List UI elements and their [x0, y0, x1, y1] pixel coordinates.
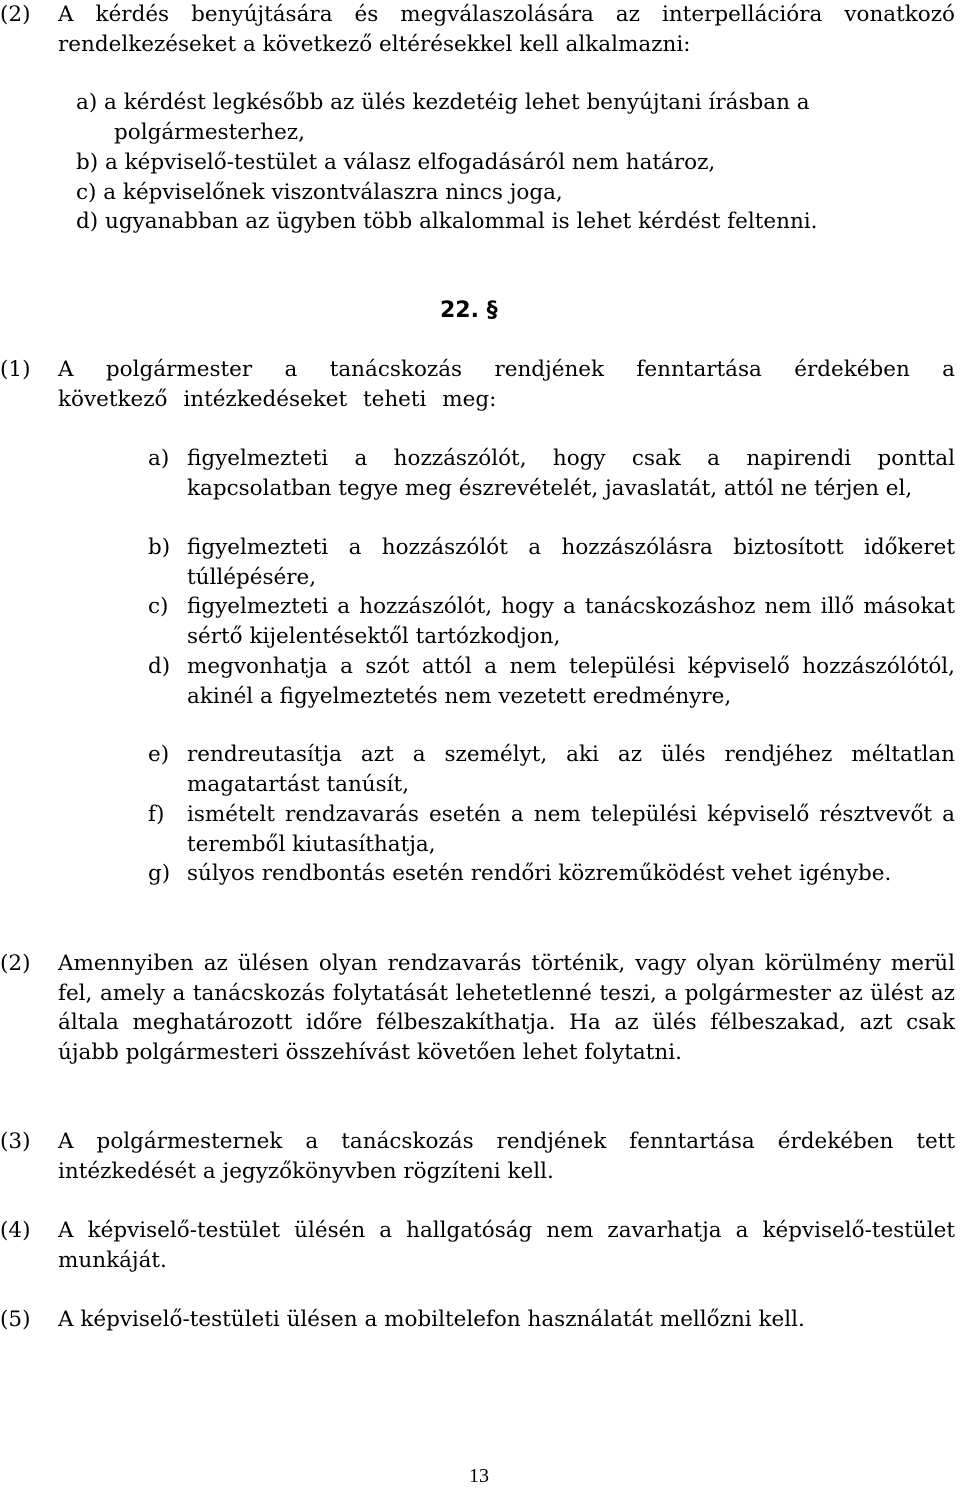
measure-item-d	[148, 652, 955, 711]
item-label: d)	[148, 654, 171, 679]
item-label: a)	[148, 446, 170, 471]
item-text: megvonhatja a szót attól a nem települési képviselő hozzászólótól, akinél a figyelmeztetés nem vezetett eredményre,	[187, 654, 955, 709]
paragraph-text: Amennyiben az ülésen olyan rendzavarás történik, vagy olyan körülmény merül fel, amely a tanácskozás folytatását lehetetlenné teszi, a polgármester az ülést az általa meghatározott időre félbeszakíthatja. Ha az ülés félbeszakad, azt csak újabb polgármesteri összehívást követően lehet folytatni.	[58, 951, 955, 1065]
paragraph-2-top	[0, 0, 955, 59]
paragraph-2	[0, 949, 955, 1067]
paragraph-text: A polgármesternek a tanácskozás rendjének fenntartása érdekében tett intézkedését a jegyzőkönyvben rögzíteni kell.	[58, 1129, 955, 1184]
measure-item-e	[148, 740, 955, 799]
item-text: ismételt rendzavarás esetén a nem települési képviselő résztvevőt a teremből kiutasíthatja,	[187, 802, 955, 857]
paragraph-text: A képviselő-testületi ülésen a mobiltelefon használatát mellőzni kell.	[58, 1307, 805, 1332]
paragraph-number: (3)	[0, 1129, 31, 1154]
measure-item-f	[148, 800, 955, 859]
paragraph-number: (2)	[0, 2, 31, 27]
item-label: c)	[148, 594, 169, 619]
paragraph-1	[0, 355, 955, 414]
page-number: 13	[469, 1465, 489, 1487]
measure-item-b	[148, 533, 955, 592]
item-label: e)	[148, 742, 170, 767]
measure-item-c	[148, 592, 955, 651]
item-label: b)	[148, 535, 171, 560]
list-item-c: c) a képviselőnek viszontválaszra nincs joga,	[76, 180, 563, 205]
paragraph-3	[0, 1127, 955, 1186]
item-text: figyelmezteti a hozzászólót, hogy a tanácskozáshoz nem illő másokat sértő kijelentésektől tartózkodjon,	[187, 594, 955, 649]
item-label: g)	[148, 861, 171, 886]
measure-item-g	[148, 859, 955, 889]
item-text: figyelmezteti a hozzászólót a hozzászólásra biztosított időkeret túllépésére,	[187, 535, 955, 590]
section-title: 22. §	[440, 298, 498, 323]
paragraph-number: (4)	[0, 1218, 31, 1243]
paragraph-text: A képviselő-testület ülésén a hallgatóság nem zavarhatja a képviselő-testület munkáját.	[58, 1218, 955, 1273]
item-text: figyelmezteti a hozzászólót, hogy csak a napirendi ponttal kapcsolatban tegye meg észrevételét, javaslatát, attól ne térjen el,	[187, 446, 955, 501]
paragraph-number: (1)	[0, 357, 31, 382]
item-text: súlyos rendbontás esetén rendőri közreműködést vehet igénybe.	[187, 861, 892, 886]
measure-item-a	[148, 444, 955, 503]
paragraph-text: A polgármester a tanácskozás rendjének fenntartása érdekében a következő intézkedéseket teheti meg:	[58, 357, 955, 412]
paragraph-4	[0, 1216, 955, 1275]
paragraph-number: (5)	[0, 1307, 31, 1332]
item-label: f)	[148, 802, 165, 827]
paragraph-text: A kérdés benyújtására és megválaszolására az interpellációra vonatkozó rendelkezéseket a következő eltérésekkel kell alkalmazni:	[58, 2, 955, 57]
list-item-b: b) a képviselő-testület a válasz elfogadásáról nem határoz,	[76, 150, 716, 175]
list-item-d: d) ugyanabban az ügyben több alkalommal is lehet kérdést feltenni.	[76, 209, 818, 234]
list-item-a: a) a kérdést legkésőbb az ülés kezdetéig lehet benyújtani írásban a polgármesterhez,	[76, 90, 810, 145]
paragraph-5	[0, 1305, 955, 1335]
item-text: rendreutasítja azt a személyt, aki az ülés rendjéhez méltatlan magatartást tanúsít,	[187, 742, 955, 797]
paragraph-number: (2)	[0, 951, 31, 976]
